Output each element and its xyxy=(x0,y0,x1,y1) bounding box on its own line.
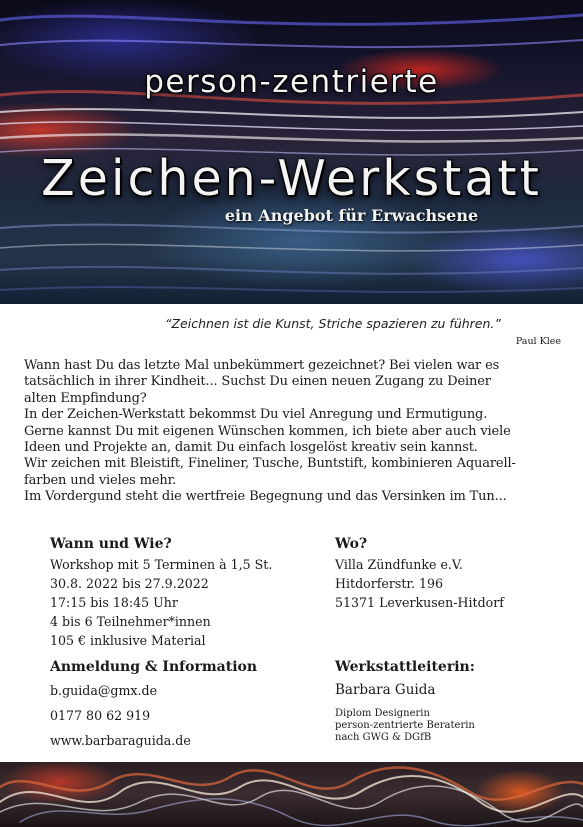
intro-line: Ideen und Projekte an, damit Du einfach losgelöst kreativ sein kannst. xyxy=(24,440,478,456)
when-line: 17:15 bis 18:45 Uhr xyxy=(50,595,178,610)
credential-line: Diplom Designerin xyxy=(335,708,430,719)
intro-line: farben und vieles mehr. xyxy=(24,472,177,488)
registration-section xyxy=(50,658,257,753)
when-line: Workshop mit 5 Terminen à 1,5 St. xyxy=(50,557,273,572)
when-section xyxy=(50,535,272,650)
credential-line: person-zentrierte Beraterin xyxy=(335,720,475,731)
when-line: 30.8. 2022 bis 27.9.2022 xyxy=(50,576,209,591)
leader-heading: Werkstattleiterin: xyxy=(335,659,475,675)
intro-line: Gerne kannst Du mit eigenen Wünschen kommen, ich biete aber auch viele xyxy=(24,423,511,439)
phone-number[interactable]: 0177 80 62 919 xyxy=(50,708,151,723)
intro-line: Wir zeichen mit Bleistift, Fineliner, Tusche, Buntstift, kombinieren Aquarell- xyxy=(24,456,516,472)
when-heading: Wann und Wie? xyxy=(50,536,172,552)
intro-line: Wann hast Du das letzte Mal unbekümmert gezeichnet? Bei vielen war es xyxy=(24,358,500,373)
where-line: Villa Zündfunke e.V. xyxy=(335,557,463,572)
registration-heading: Anmeldung & Information xyxy=(50,659,258,675)
subtitle: ein Angebot für Erwachsene xyxy=(224,206,479,225)
where-section xyxy=(335,535,504,612)
light-swirls-photo xyxy=(0,762,583,827)
leader-name: Barbara Guida xyxy=(335,682,436,698)
intro-line: In der Zeichen-Werkstatt bekommst Du viel Anregung und Ermutigung. xyxy=(24,407,488,423)
intro-line: tatsächlich in ihrer Kindheit... Suchst Du einen neuen Zugang zu Deiner xyxy=(24,374,491,390)
intro-line: alten Empfindung? xyxy=(24,390,147,406)
credential-line: nach GWG & DGfB xyxy=(335,732,432,743)
when-line: 105 € inklusive Material xyxy=(50,633,206,648)
email-link[interactable]: b.guida@gmx.de xyxy=(50,683,158,698)
intro-text xyxy=(24,358,569,506)
quote-text: “Zeichnen ist die Kunst, Striche spazieren zu führen.” xyxy=(165,316,501,331)
quote-author: Paul Klee xyxy=(515,336,561,347)
title-top: person-zentrierte xyxy=(144,64,439,100)
page-title: Zeichen-Werkstatt xyxy=(41,150,542,207)
where-heading: Wo? xyxy=(335,536,368,552)
website-link[interactable]: www.barbaraguida.de xyxy=(50,733,191,748)
intro-line: Im Vordergund steht die wertfreie Begegnung und das Versinken im Tun... xyxy=(24,489,507,505)
header-photo-banner xyxy=(0,0,583,304)
footer-photo-banner xyxy=(0,762,583,827)
where-line: 51371 Leverkusen-Hitdorf xyxy=(335,595,504,610)
leader-section xyxy=(335,658,475,744)
leader-credentials xyxy=(335,708,475,744)
when-line: 4 bis 6 Teilnehmer*innen xyxy=(50,614,211,629)
where-line: Hitdorferstr. 196 xyxy=(335,576,444,591)
